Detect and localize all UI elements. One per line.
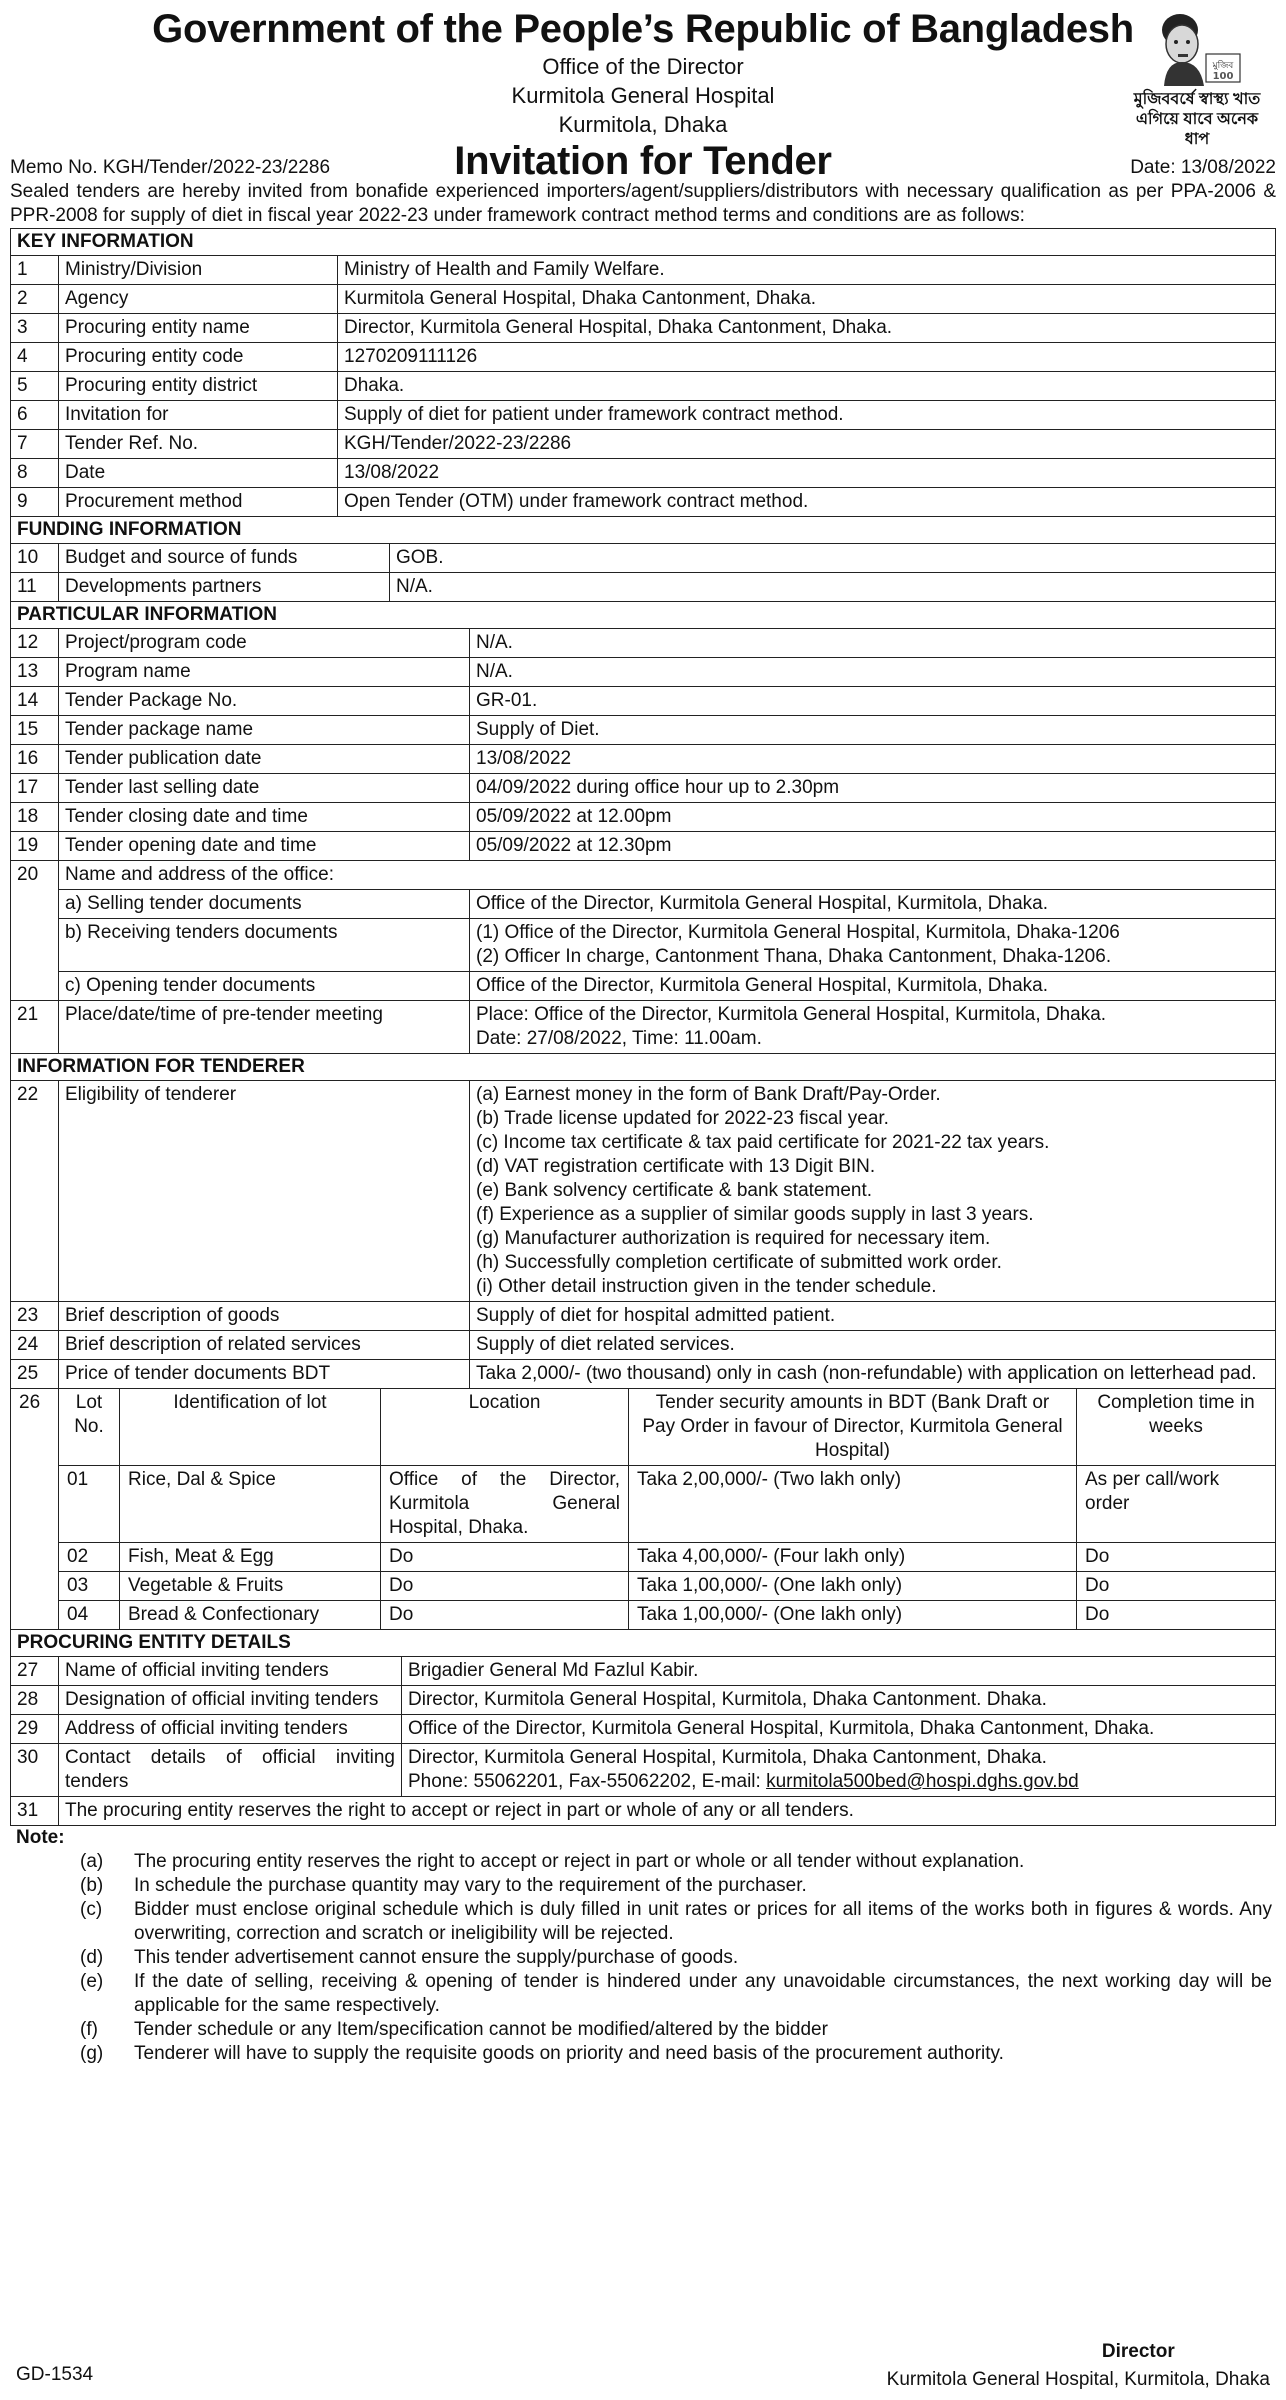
lot-cell-lot: 03: [59, 1572, 120, 1601]
table-row: 21 Place/date/time of pre-tender meeting Place: Office of the Director, Kurmitola General Hospital, Kurmitola, Dhaka. Date: 27/08/2022, Time: 11.00am.: [11, 1001, 1276, 1054]
cell-value: 05/09/2022 at 12.00pm: [470, 803, 1276, 832]
note-text: If the date of selling, receiving & opening of tender is hindered under any unavoidable circumstances, the next working day will be applicable for the same respectively.: [134, 1971, 1272, 2016]
eligibility-item: (b) Trade license updated for 2022-23 fiscal year.: [476, 1108, 889, 1129]
note-text: This tender advertisement cannot ensure the supply/purchase of goods.: [134, 1947, 739, 1968]
cell-label: Agency: [59, 285, 338, 314]
eligibility-item: (c) Income tax certificate & tax paid certificate for 2021-22 tax years.: [476, 1132, 1050, 1153]
cell-value: Director, Kurmitola General Hospital, Dhaka Cantonment, Dhaka.: [338, 314, 1276, 343]
cell-label: Program name: [59, 658, 470, 687]
table-row: [11, 832, 1276, 861]
lot-cell-time: Do: [1077, 1572, 1276, 1601]
cell-value: Supply of diet for hospital admitted patient.: [470, 1302, 1276, 1331]
office-line-2: Kurmitola General Hospital: [511, 83, 775, 108]
note-text: The procuring entity reserves the right to accept or reject in part or whole or all tender without explanation.: [134, 1851, 1025, 1872]
note-key: (e): [80, 1971, 104, 1992]
table-row: [11, 687, 1276, 716]
cell-no: 14: [11, 687, 59, 716]
cell-value: 13/08/2022: [338, 459, 1276, 488]
lot-cell-location: Do: [381, 1601, 629, 1630]
cell-label: Developments partners: [59, 573, 390, 602]
cell-value: N/A.: [470, 629, 1276, 658]
mujib-100-emblem: [1122, 4, 1272, 150]
cell-no: 6: [11, 401, 59, 430]
emblem-mujib-text: মুজিব: [1212, 61, 1234, 71]
office-line-3: Kurmitola, Dhaka: [558, 112, 728, 137]
cell-no: 24: [11, 1331, 59, 1360]
cell-value: GOB.: [390, 544, 1276, 573]
eligibility-item: (i) Other detail instruction given in the tender schedule.: [476, 1276, 937, 1297]
cell-value: Supply of Diet.: [470, 716, 1276, 745]
lot-cell-security: Taka 1,00,000/- (One lakh only): [629, 1601, 1077, 1630]
table-row: [11, 430, 1276, 459]
cell-label: Designation of official inviting tenders: [59, 1686, 402, 1715]
note-text: Tenderer will have to supply the requisite goods on priority and need basis of the procurement authority.: [134, 2043, 1004, 2064]
emblem-slogan-2: এগিয়ে যাবে অনেক ধাপ: [1135, 111, 1259, 148]
table-row: [11, 459, 1276, 488]
cell-no: 9: [11, 488, 59, 517]
signature-org: Kurmitola General Hospital, Kurmitola, Dhaka: [886, 2369, 1270, 2390]
cell-no: 7: [11, 430, 59, 459]
notes-title: Note:: [16, 1827, 65, 1848]
lot-cell-lot: 04: [59, 1601, 120, 1630]
note-key: (b): [80, 1875, 104, 1896]
cell-label: Procuring entity code: [59, 343, 338, 372]
eligibility-item: (d) VAT registration certificate with 13 Digit BIN.: [476, 1156, 876, 1177]
lot-header-location: Location: [381, 1389, 629, 1466]
lot-cell-id: Fish, Meat & Egg: [120, 1543, 381, 1572]
note-item: [10, 1850, 1276, 1874]
table-row: [11, 1657, 1276, 1686]
cell-no: 3: [11, 314, 59, 343]
cell-no: 16: [11, 745, 59, 774]
cell-value: 13/08/2022: [470, 745, 1276, 774]
table-row: [11, 774, 1276, 803]
cell-label: Project/program code: [59, 629, 470, 658]
table-row: [11, 1715, 1276, 1744]
cell-label: Tender opening date and time: [59, 832, 470, 861]
table-row: 30 Contact details of official inviting tenders Director, Kurmitola General Hospital, Kurmitola, Dhaka Cantonment, Dhaka. Phone: 55062201, Fax-55062202, E-mail: kurmitola500bed@hospi.dghs.gov.bd: [11, 1744, 1276, 1797]
table-row: [11, 343, 1276, 372]
table-row: [11, 1302, 1276, 1331]
lot-cell-location: Do: [381, 1572, 629, 1601]
cell-label: Tender closing date and time: [59, 803, 470, 832]
eligibility-item: (e) Bank solvency certificate & bank statement.: [476, 1180, 873, 1201]
cell-value: 04/09/2022 during office hour up to 2.30pm: [470, 774, 1276, 803]
table-row: [11, 629, 1276, 658]
lot-header-row: 26 Lot No. Identification of lot Location Tender security amounts in BDT (Bank Draft or Pay Order in favour of Director, Kurmitola General Hospital) Completion time in weeks: [11, 1389, 1276, 1466]
cell-no: 1: [11, 256, 59, 285]
lot-cell-location: Do: [381, 1543, 629, 1572]
cell-value: Office of the Director, Kurmitola General Hospital, Kurmitola, Dhaka Cantonment, Dhaka.: [402, 1715, 1276, 1744]
cell-value: N/A.: [470, 658, 1276, 687]
cell-no: 12: [11, 629, 59, 658]
table-row: [11, 285, 1276, 314]
tenderer-info-table: [10, 1081, 1276, 1389]
eligibility-item: (h) Successfully completion certificate of submitted work order.: [476, 1252, 1002, 1273]
table-row: 20 Name and address of the office:: [11, 861, 1276, 890]
cell-value: Director, Kurmitola General Hospital, Kurmitola, Dhaka Cantonment. Dhaka.: [402, 1686, 1276, 1715]
signature-block: [887, 2338, 1270, 2394]
cell-no: 11: [11, 573, 59, 602]
cell-value: 05/09/2022 at 12.30pm: [470, 832, 1276, 861]
cell-no: 18: [11, 803, 59, 832]
table-row: [11, 314, 1276, 343]
lot-cell-location: Office of the Director, Kurmitola General Hospital, Dhaka.: [381, 1466, 629, 1543]
cell-no: 28: [11, 1686, 59, 1715]
table-row: b) Receiving tenders documents (1) Office of the Director, Kurmitola General Hospital, Kurmitola, Dhaka-1206 (2) Officer In charge, Cantonment Thana, Dhaka Cantonment, Dhaka-1206.: [11, 919, 1276, 972]
lot-cell-security: Taka 4,00,000/- (Four lakh only): [629, 1543, 1077, 1572]
cell-label: Tender Ref. No.: [59, 430, 338, 459]
cell-label: Price of tender documents BDT: [59, 1360, 470, 1389]
cell-no: 19: [11, 832, 59, 861]
cell-label: Invitation for: [59, 401, 338, 430]
lot-cell-time: Do: [1077, 1543, 1276, 1572]
note-key: (c): [80, 1899, 103, 1920]
cell-label: Ministry/Division: [59, 256, 338, 285]
cell-no: 10: [11, 544, 59, 573]
lot-cell-id: Rice, Dal & Spice: [120, 1466, 381, 1543]
lot-cell-lot: 02: [59, 1543, 120, 1572]
lot-cell-time: Do: [1077, 1601, 1276, 1630]
table-row: [11, 716, 1276, 745]
note-item: [10, 1874, 1276, 1898]
section-particular-information: PARTICULAR INFORMATION: [10, 602, 1276, 629]
note-key: (a): [80, 1851, 104, 1872]
key-info-table: [10, 256, 1276, 517]
funding-info-table: [10, 544, 1276, 602]
cell-value: N/A.: [390, 573, 1276, 602]
cell-label: Date: [59, 459, 338, 488]
table-row: a) Selling tender documents Office of the Director, Kurmitola General Hospital, Kurmitola, Dhaka.: [11, 890, 1276, 919]
table-row: [11, 1360, 1276, 1389]
lot-table: [10, 1389, 1276, 1630]
cell-value: 1270209111126: [338, 343, 1276, 372]
cell-no: 15: [11, 716, 59, 745]
table-row: [11, 401, 1276, 430]
eligibility-item: (f) Experience as a supplier of similar goods supply in last 3 years.: [476, 1204, 1034, 1225]
cell-value: Ministry of Health and Family Welfare.: [338, 256, 1276, 285]
lot-cell-security: Taka 2,00,000/- (Two lakh only): [629, 1466, 1077, 1543]
lot-row: [11, 1466, 1276, 1543]
document-title: Invitation for Tender: [454, 139, 832, 183]
lot-header-security: Tender security amounts in BDT (Bank Draft or Pay Order in favour of Director, Kurmitola General Hospital): [629, 1389, 1077, 1466]
cell-no: 27: [11, 1657, 59, 1686]
lot-header-completion: Completion time in weeks: [1077, 1389, 1276, 1466]
cell-no: 23: [11, 1302, 59, 1331]
office-line-1: Office of the Director: [542, 54, 744, 79]
table-row: [11, 803, 1276, 832]
table-row: [11, 573, 1276, 602]
lot-cell-id: Bread & Confectionary: [120, 1601, 381, 1630]
lot-row: [11, 1601, 1276, 1630]
table-row: [11, 1686, 1276, 1715]
cell-value: GR-01.: [470, 687, 1276, 716]
note-text: Bidder must enclose original schedule which is duly filled in unit rates or prices for all items of the works both in figures & words. Any overwriting, correction and scratch or ineligibility will be rejected.: [134, 1899, 1272, 1944]
lot-header-identification: Identification of lot: [120, 1389, 381, 1466]
section-funding-information: FUNDING INFORMATION: [10, 517, 1276, 544]
eligibility-item: (a) Earnest money in the form of Bank Draft/Pay-Order.: [476, 1084, 941, 1105]
cell-no: 8: [11, 459, 59, 488]
cell-no: 13: [11, 658, 59, 687]
cell-label: Procuring entity name: [59, 314, 338, 343]
emblem-100-text: 100: [1212, 71, 1234, 82]
lot-cell-id: Vegetable & Fruits: [120, 1572, 381, 1601]
cell-no: 2: [11, 285, 59, 314]
table-row: [11, 1331, 1276, 1360]
cell-value: Brigadier General Md Fazlul Kabir.: [402, 1657, 1276, 1686]
cell-label: Procuring entity district: [59, 372, 338, 401]
cell-label: Tender publication date: [59, 745, 470, 774]
memo-number: Memo No. KGH/Tender/2022-23/2286: [10, 157, 331, 178]
lot-cell-lot: 01: [59, 1466, 120, 1543]
note-item: [10, 1946, 1276, 1970]
table-row: [11, 256, 1276, 285]
note-item: [10, 2042, 1276, 2066]
cell-label: Brief description of goods: [59, 1302, 470, 1331]
note-item: [10, 1970, 1276, 2018]
tender-notice-page: [10, 0, 1276, 2400]
note-key: (f): [80, 2019, 98, 2040]
cell-label: Budget and source of funds: [59, 544, 390, 573]
government-title: Government of the People’s Republic of Bangladesh: [152, 7, 1134, 51]
eligibility-list: [470, 1081, 1276, 1302]
lot-cell-security: Taka 1,00,000/- (One lakh only): [629, 1572, 1077, 1601]
section-key-information: KEY INFORMATION: [10, 228, 1276, 256]
table-row: c) Opening tender documents Office of the Director, Kurmitola General Hospital, Kurmitola, Dhaka.: [11, 972, 1276, 1001]
table-row: [11, 372, 1276, 401]
note-key: (g): [80, 2043, 104, 2064]
cell-value: Taka 2,000/- (two thousand) only in cash (non-refundable) with application on letterhead pad.: [470, 1360, 1276, 1389]
cell-value: Supply of diet related services.: [470, 1331, 1276, 1360]
cell-value: Supply of diet for patient under framework contract method.: [338, 401, 1276, 430]
lot-row: [11, 1572, 1276, 1601]
note-item: [10, 1898, 1276, 1946]
lot-header-no: Lot No.: [59, 1389, 120, 1466]
table-row: 22 Eligibility of tenderer (a) Earnest money in the form of Bank Draft/Pay-Order. (b) Trade license updated for 2022-23 fiscal year. (c) Income tax certificate & tax paid certificate for 2021-22 tax years. (d) VAT registration certificate with 13 Digit BIN. (e) Bank solvency certificate & bank statement. (f) Experience as a supplier of similar goods supply in last 3 years. (g) Manufacturer authorization is required for necessary item. (h) Successfully completion certificate of submitted work order. (i) Other detail instruction given in the tender schedule.: [11, 1081, 1276, 1302]
signature-title: Director: [1101, 2341, 1175, 2362]
note-item: [10, 2018, 1276, 2042]
cell-value: Dhaka.: [338, 372, 1276, 401]
cell-label: Tender last selling date: [59, 774, 470, 803]
eligibility-item: (g) Manufacturer authorization is required for necessary item.: [476, 1228, 991, 1249]
cell-label: Procurement method: [59, 488, 338, 517]
lot-cell-time: As per call/work order: [1077, 1466, 1276, 1543]
cell-label: Brief description of related services: [59, 1331, 470, 1360]
portrait-logo-icon: [1142, 4, 1252, 90]
note-text: In schedule the purchase quantity may vary to the requirement of the purchaser.: [134, 1875, 807, 1896]
cell-no: 25: [11, 1360, 59, 1389]
lot-row: [11, 1543, 1276, 1572]
cell-no: 17: [11, 774, 59, 803]
section-procuring-entity-details: PROCURING ENTITY DETAILS: [10, 1630, 1276, 1657]
cell-no: 29: [11, 1715, 59, 1744]
note-text: Tender schedule or any Item/specification cannot be modified/altered by the bidder: [134, 2019, 828, 2040]
particular-info-table: [10, 629, 1276, 1054]
notes-section: [10, 1826, 1276, 2066]
emblem-slogan-1: মুজিববর্ষে স্বাস্থ্য খাত: [1133, 91, 1261, 108]
section-information-for-tenderer: INFORMATION FOR TENDERER: [10, 1054, 1276, 1081]
cell-value: KGH/Tender/2022-23/2286: [338, 430, 1276, 459]
gd-number: GD-1534: [16, 2364, 94, 2385]
cell-label: Name of official inviting tenders: [59, 1657, 402, 1686]
table-row: 31 The procuring entity reserves the right to accept or reject in part or whole of any or all tenders.: [11, 1797, 1276, 1826]
table-row: [11, 658, 1276, 687]
email-link[interactable]: kurmitola500bed@hospi.dghs.gov.bd: [766, 1771, 1079, 1792]
intro-paragraph: Sealed tenders are hereby invited from bonafide experienced importers/agent/suppliers/distributors with necessary qualification as per PPA-2006 & PPR-2008 for supply of diet in fiscal year 2022-23 under framework contract method terms and conditions are as follows:: [10, 181, 1276, 226]
procuring-table: [10, 1657, 1276, 1826]
cell-label: Address of official inviting tenders: [59, 1715, 402, 1744]
cell-no: 4: [11, 343, 59, 372]
table-row: [11, 745, 1276, 774]
note-key: (d): [80, 1947, 104, 1968]
cell-value: Open Tender (OTM) under framework contract method.: [338, 488, 1276, 517]
memo-date: Date: 13/08/2022: [1130, 157, 1276, 178]
cell-value: Kurmitola General Hospital, Dhaka Cantonment, Dhaka.: [338, 285, 1276, 314]
cell-label: Tender package name: [59, 716, 470, 745]
cell-no: 5: [11, 372, 59, 401]
table-row: [11, 488, 1276, 517]
table-row: [11, 544, 1276, 573]
cell-label: Tender Package No.: [59, 687, 470, 716]
